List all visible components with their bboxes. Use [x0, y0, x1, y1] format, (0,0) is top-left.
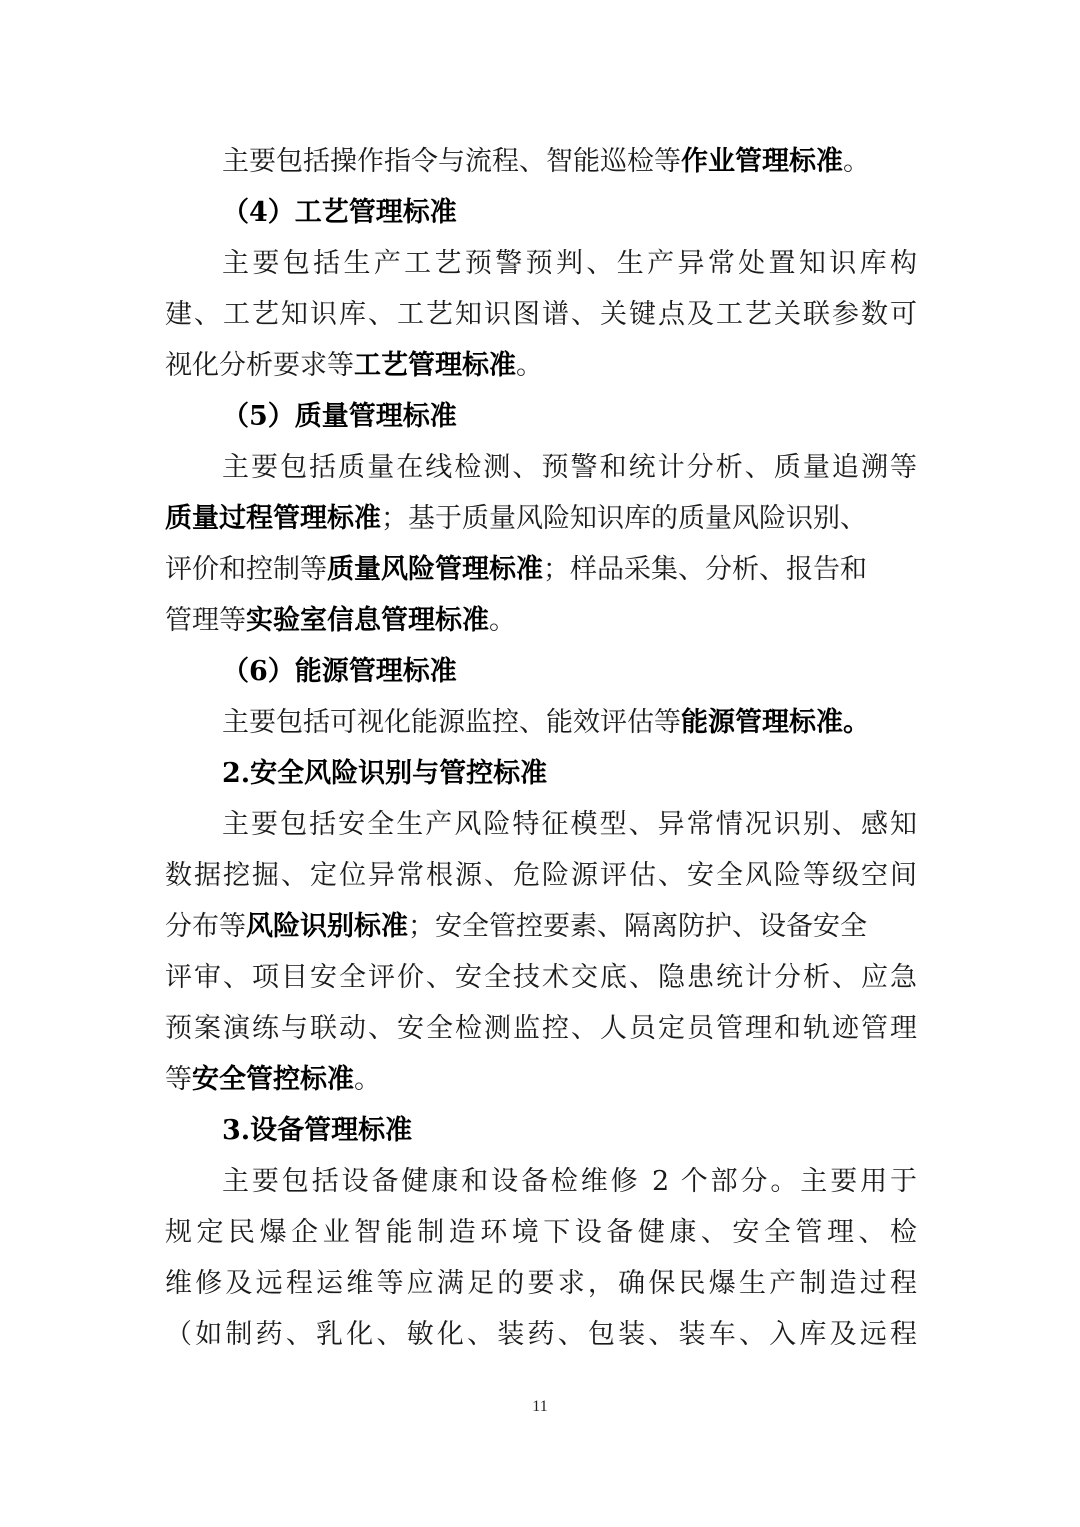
page-number: 11	[532, 1398, 548, 1415]
paragraph-line	[165, 1003, 917, 1054]
paragraph-line	[165, 238, 917, 289]
paragraph-line	[165, 1156, 917, 1207]
bold-term: 能源管理标准。	[681, 707, 870, 738]
heading-text: 3.设备管理标准	[222, 1115, 413, 1146]
text-run: ；样品采集、分析、报告和	[543, 554, 867, 585]
paragraph-line	[165, 697, 917, 748]
text-run: 。	[843, 146, 870, 177]
bold-term: 安全管控标准	[192, 1064, 354, 1095]
section-heading	[165, 1105, 917, 1156]
paragraph-line	[165, 1309, 917, 1360]
text-run: ；安全管控要素、隔离防护、设备安全	[408, 911, 867, 942]
text-run: 主要包括操作指令与流程、智能巡检等	[222, 146, 681, 177]
text-run: 管理等	[165, 605, 246, 636]
text-run: 数据挖掘、定位异常根源、危险源评估、安全风险等级空间	[165, 860, 917, 891]
text-run: （如制药、乳化、敏化、装药、包装、装车、入库及远程	[165, 1319, 917, 1350]
heading-text: （5）质量管理标准	[222, 401, 457, 432]
text-run: 评价和控制等	[165, 554, 327, 585]
text-run: ；基于质量风险知识库的质量风险识别、	[381, 503, 867, 534]
heading-text: （4）工艺管理标准	[222, 197, 457, 228]
text-run: 视化分析要求等	[165, 350, 354, 381]
paragraph-line	[165, 1054, 917, 1105]
bold-term: 工艺管理标准	[354, 350, 516, 381]
paragraph-line	[165, 136, 917, 187]
paragraph-line	[165, 493, 917, 544]
paragraph-line	[165, 1258, 917, 1309]
text-run: 维修及远程运维等应满足的要求，确保民爆生产制造过程	[165, 1268, 917, 1299]
bold-term: 实验室信息管理标准	[246, 605, 489, 636]
paragraph-line	[165, 442, 917, 493]
subsection-heading	[165, 646, 917, 697]
text-run: 规定民爆企业智能制造环境下设备健康、安全管理、检	[165, 1217, 917, 1248]
text-run: 。	[354, 1064, 381, 1095]
text-run: 。	[489, 605, 516, 636]
paragraph-line	[165, 952, 917, 1003]
bold-term: 风险识别标准	[246, 911, 408, 942]
section-heading	[165, 748, 917, 799]
paragraph-line	[165, 544, 917, 595]
text-run: 预案演练与联动、安全检测监控、人员定员管理和轨迹管理	[165, 1013, 917, 1044]
text-run: 主要包括设备健康和设备检维修 2 个部分。主要用于	[222, 1166, 917, 1197]
text-run: 主要包括可视化能源监控、能效评估等	[222, 707, 681, 738]
bold-term: 质量过程管理标准	[165, 503, 381, 534]
text-run: 建、工艺知识库、工艺知识图谱、关键点及工艺关联参数可	[165, 299, 917, 330]
paragraph-line	[165, 340, 917, 391]
text-run: 。	[516, 350, 543, 381]
text-run: 主要包括质量在线检测、预警和统计分析、质量追溯等	[222, 452, 917, 483]
paragraph-line	[165, 799, 917, 850]
text-run: 等	[165, 1064, 192, 1095]
text-run: 主要包括安全生产风险特征模型、异常情况识别、感知	[222, 809, 917, 840]
text-run: 主要包括生产工艺预警预判、生产异常处置知识库构	[222, 248, 917, 279]
subsection-heading	[165, 391, 917, 442]
subsection-heading	[165, 187, 917, 238]
document-body	[165, 136, 917, 1360]
paragraph-line	[165, 1207, 917, 1258]
text-run: 分布等	[165, 911, 246, 942]
bold-term: 作业管理标准	[681, 146, 843, 177]
heading-text: （6）能源管理标准	[222, 656, 457, 687]
paragraph-line	[165, 595, 917, 646]
heading-text: 2.安全风险识别与管控标准	[222, 758, 548, 789]
paragraph-line	[165, 289, 917, 340]
paragraph-line	[165, 850, 917, 901]
text-run: 评审、项目安全评价、安全技术交底、隐患统计分析、应急	[165, 962, 917, 993]
bold-term: 质量风险管理标准	[327, 554, 543, 585]
paragraph-line	[165, 901, 917, 952]
